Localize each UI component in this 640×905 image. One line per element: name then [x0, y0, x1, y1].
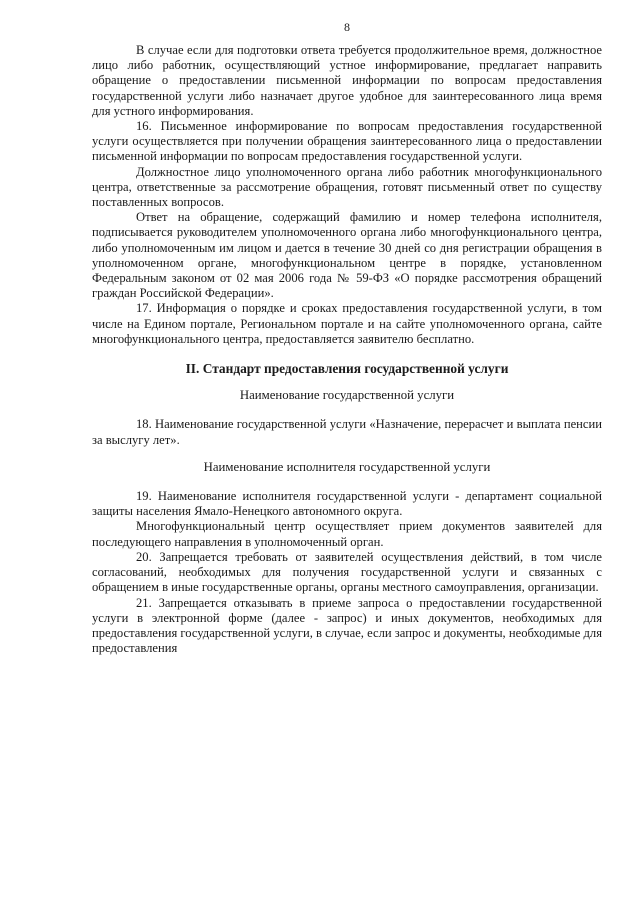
paragraph-19: 19. Наименование исполнителя государственной услуги - департамент социальной защиты населения Ямало-Ненецкого автономного округа.: [92, 489, 602, 519]
subheading-service-executor: Наименование исполнителя государственной услуги: [203, 459, 491, 474]
paragraph: Ответ на обращение, содержащий фамилию и номер телефона исполнителя, подписывается руководителем уполномоченного органа либо многофункционального центра, либо уполномоченным им лицом и дается в течение 30 дней со дня регистрации обращения в уполномоченном органе, многофункциональном центре в порядке, установленном Федеральным законом от 02 мая 2006 года № 59-ФЗ «О порядке рассмотрения обращений граждан Российской Федерации».: [92, 210, 602, 301]
section-title: II. Стандарт предоставления государственной услуги: [185, 361, 509, 377]
paragraph-16: 16. Письменное информирование по вопросам предоставления государственной услуги осуществляется при получении обращения заинтересованного лица о предоставлении письменной информации по вопросам предоставления государственной услуги.: [92, 119, 602, 164]
paragraph: Должностное лицо уполномоченного органа либо работник многофункционального центра, ответственные за рассмотрение обращения, готовят письменный ответ по существу поставленных вопросов.: [92, 164, 602, 210]
paragraph-20: 20. Запрещается требовать от заявителей осуществления действий, в том числе согласований, необходимых для получения государственной услуги и связанных с обращением в иные государственные органы, органы местного самоуправления, организации.: [92, 549, 602, 595]
paragraph-17: 17. Информация о порядке и сроках предоставления государственной услуги, в том числе на Едином портале, Региональном портале и на сайте уполномоченного органа, сайте многофункционального центра, предоставляется заявителю бесплатно.: [92, 301, 602, 346]
subheading-service-name: Наименование государственной услуги: [239, 388, 455, 403]
paragraph-18: 18. Наименование государственной услуги «Назначение, перерасчет и выплата пенсии за выслугу лет».: [92, 417, 602, 447]
paragraph: В случае если для подготовки ответа требуется продолжительное время, должностное лицо либо работник, осуществляющий устное информирование, предлагает направить обращение о предоставлении письменной информации по вопросам предоставления государственной услуги либо назначает другое удобное для заинтересованного лица время для устного информирования.: [92, 43, 602, 118]
paragraph: Многофункциональный центр осуществляет прием документов заявителей для последующего направления в уполномоченный орган.: [92, 519, 602, 549]
page-number: 8: [344, 20, 350, 34]
paragraph-21: 21. Запрещается отказывать в приеме запроса о предоставлении государственной услуги в электронной форме (далее - запрос) и иных документов, необходимых для предоставления государственной услуги, в случае, если запрос и документы, необходимые для предоставления: [92, 595, 602, 656]
